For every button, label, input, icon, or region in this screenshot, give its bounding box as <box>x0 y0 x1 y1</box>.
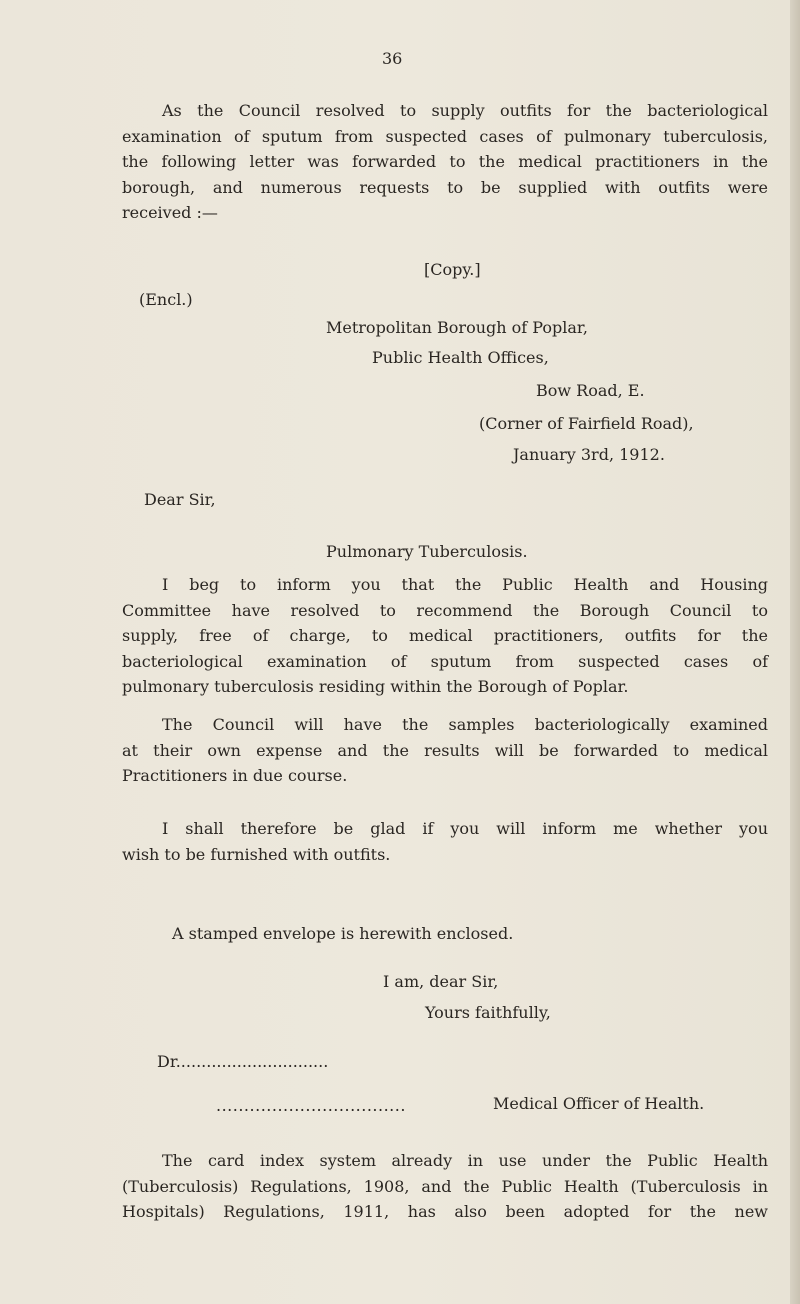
letter-line: pulmonary tuberculosis residing within the Borough of Poplar. <box>122 677 629 696</box>
closing-line: Yours faithfully, <box>425 1003 551 1022</box>
letter-line: bacteriological examination of sputum from suspected cases of <box>122 651 768 671</box>
letter-line: The Council will have the samples bacteriologically examined <box>162 715 768 734</box>
address-line: (Corner of Fairfield Road), <box>479 414 694 433</box>
letter-line: I shall therefore be glad if you will inform me whether you <box>162 819 768 838</box>
closing-line: I am, dear Sir, <box>383 972 499 991</box>
intro-paragraph <box>122 98 768 226</box>
letter-paragraph-3 <box>122 816 768 867</box>
letter-line: at their own expense and the results will be forwarded to medical <box>122 740 768 760</box>
officer-title: Medical Officer of Health. <box>493 1094 705 1113</box>
address-line: Metropolitan Borough of Poplar, <box>326 318 588 337</box>
letter-line: supply, free of charge, to medical practitioners, outfits for the <box>122 626 768 645</box>
letter-date: January 3rd, 1912. <box>513 445 665 464</box>
letter-line: wish to be furnished with outfits. <box>122 844 391 864</box>
letter-paragraph-1 <box>122 572 768 700</box>
letter-paragraph-2 <box>122 712 768 789</box>
letter-line: I beg to inform you that the Public Health and Housing <box>162 575 768 594</box>
outro-paragraph <box>122 1148 768 1225</box>
letter-line: Committee have resolved to recommend the Borough Council to <box>122 600 768 620</box>
outro-line: Hospitals) Regulations, 1911, has also been adopted for the new <box>122 1202 768 1221</box>
intro-line: As the Council resolved to supply outfits for the bacteriological <box>162 101 768 120</box>
page-edge <box>790 0 800 1304</box>
intro-line: the following letter was forwarded to the medical practitioners in the <box>122 152 768 171</box>
encl-label: (Encl.) <box>139 290 193 309</box>
copy-label: [Copy.] <box>424 260 481 279</box>
page-number: 36 <box>382 49 403 68</box>
outro-line: (Tuberculosis) Regulations, 1908, and the Public Health (Tuberculosis in <box>122 1176 768 1196</box>
officer-dots: .................................. <box>216 1096 406 1115</box>
intro-line: examination of sputum from suspected cases of pulmonary tuberculosis, <box>122 126 768 146</box>
letter-line: Practitioners in due course. <box>122 766 348 785</box>
outro-line: The card index system already in use under the Public Health <box>162 1151 768 1170</box>
letter-paragraph-4: A stamped envelope is herewith enclosed. <box>172 924 514 943</box>
signature-line: Dr.............................. <box>157 1052 329 1071</box>
intro-line: borough, and numerous requests to be supplied with outfits were <box>122 177 768 197</box>
salutation: Dear Sir, <box>144 490 216 509</box>
intro-line: received :— <box>122 203 218 222</box>
address-line: Public Health Offices, <box>372 348 549 367</box>
letter-subject: Pulmonary Tuberculosis. <box>326 542 528 561</box>
address-line: Bow Road, E. <box>536 381 645 400</box>
